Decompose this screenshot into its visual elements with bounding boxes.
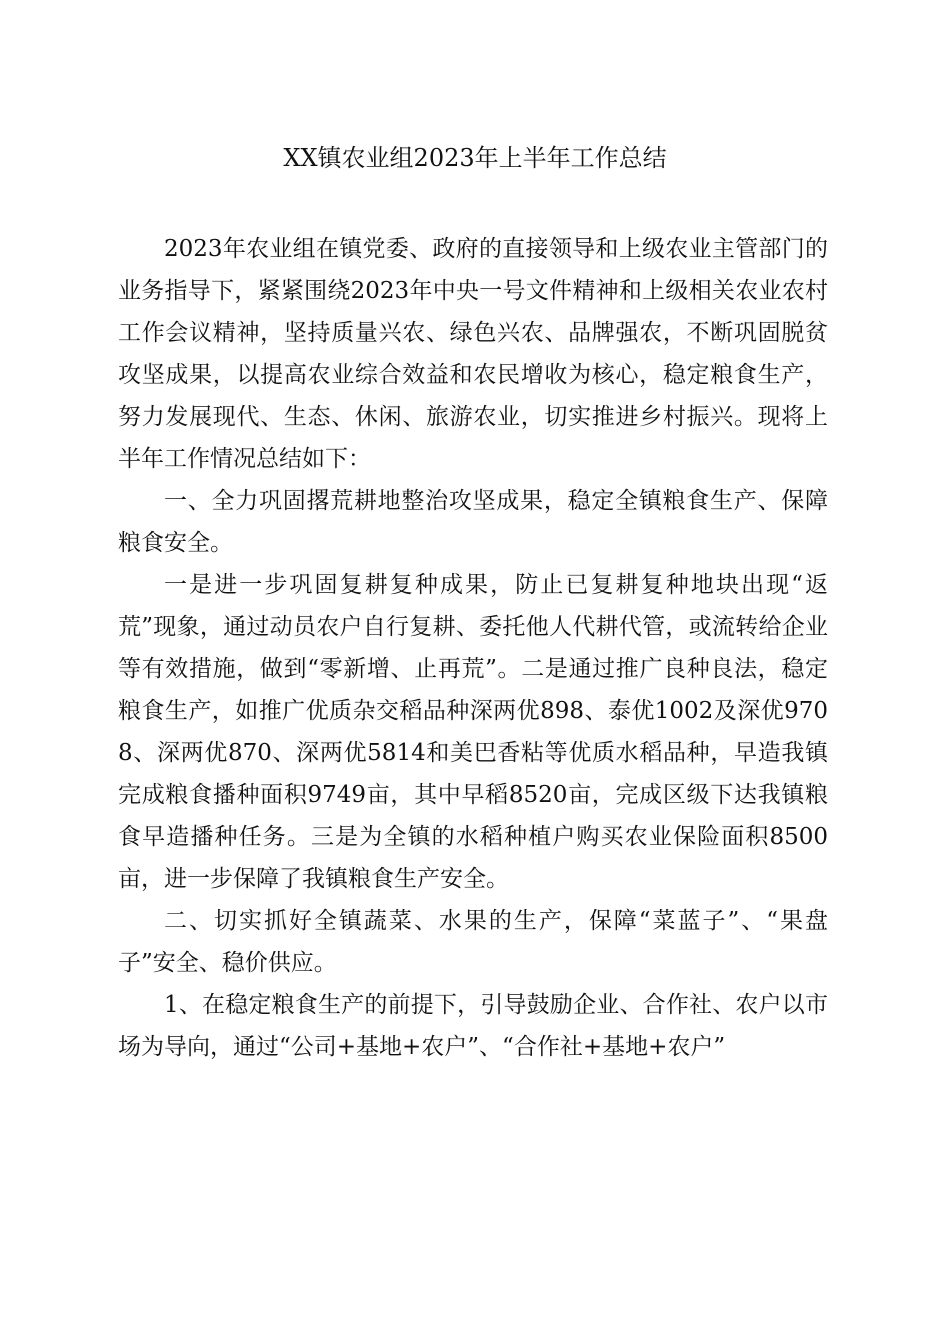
document-body [118,228,828,1068]
section-1-paragraph: 一是进一步巩固复耕复种成果，防止已复耕复种地块出现“返荒”现象，通过动员农户自行复耕、委托他人代耕代管，或流转给企业等有效措施，做到“零新增、止再荒”。二是通过推广良种良法，稳定粮食生产，如推广优质杂交稻品种深两优898、泰优1002及深优9708、深两优870、深两优5814和美巴香粘等优质水稻品种，早造我镇完成粮食播种面积9749亩，其中早稻8520亩，完成区级下达我镇粮食早造播种任务。三是为全镇的水稻种植户购买农业保险面积8500亩，进一步保障了我镇粮食生产安全。 [118,572,828,892]
section-heading-2: 二、切实抓好全镇蔬菜、水果的生产，保障“菜蓝子”、“果盘子”安全、稳价供应。 [118,908,828,976]
section-heading-1: 一、全力巩固撂荒耕地整治攻坚成果，稳定全镇粮食生产、保障粮食安全。 [118,488,828,556]
section-2-item-1-paragraph: 1、在稳定粮食生产的前提下，引导鼓励企业、合作社、农户以市场为导向，通过“公司+基地+农户”、“合作社+基地+农户” [118,992,828,1060]
intro-paragraph: 2023年农业组在镇党委、政府的直接领导和上级农业主管部门的业务指导下，紧紧围绕2023年中央一号文件精神和上级相关农业农村工作会议精神，坚持质量兴农、绿色兴农、品牌强农，不断巩固脱贫攻坚成果，以提高农业综合效益和农民增收为核心，稳定粮食生产，努力发展现代、生态、休闲、旅游农业，切实推进乡村振兴。现将上半年工作情况总结如下： [118,236,828,472]
document-title: XX镇农业组2023年上半年工作总结 [283,144,667,172]
